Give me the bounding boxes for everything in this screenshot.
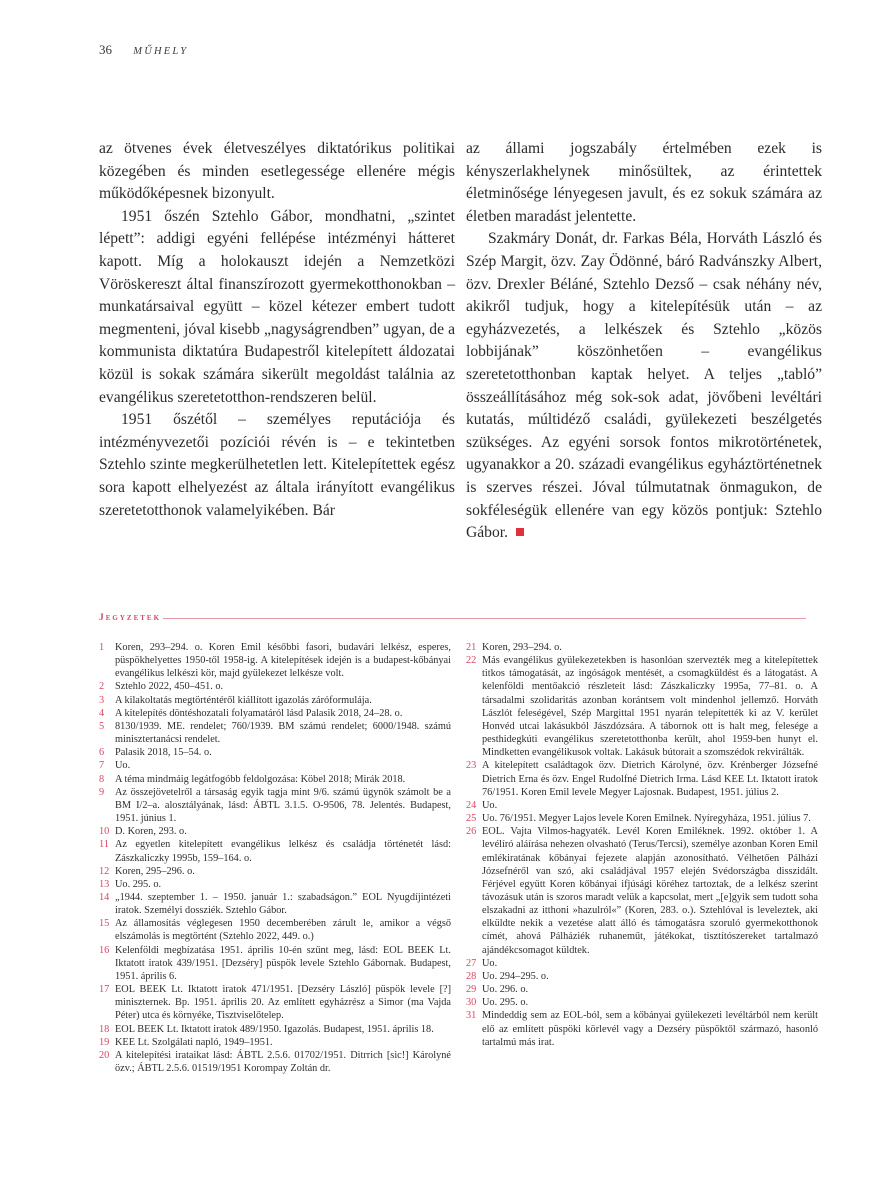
paragraph-text: Szakmáry Donát, dr. Farkas Béla, Horváth László és Szép Margit, özv. Zay Ödönné, báró Radvánszky Albert, özv. Drexler Béláné, Sztehlo Dezső – csak néhány név, akikről tudjuk, hogy a kitelepítésük után – az egyházvezetés, a lelkészek és Sztehlo „közös lobbijának” köszönhetően – evangélikus szeretetotthonban kaptak helyet. A teljes „tabló” összeállításához még sok-sok adat, jövőbeni levéltári kutatás, múltidéző családi, gyülekezeti beszélgetés szükséges. Az egyéni sorsok fontos mikrotörténetek, ugyanakkor a 20. századi evangélikus egyháztörténetnek is szerves részei. Jóval túlmutatnak önmagukon, de sokféleségük ellenére van egy közös pontjuk: Sztehlo Gábor. bbox=[466, 230, 822, 542]
footnote-number: 21 bbox=[466, 642, 477, 653]
footnote-number: 13 bbox=[99, 878, 110, 890]
footnote-text: Mindeddig sem az EOL-ból, sem a kőbányai gyülekezeti levéltárból nem került elő az említett püspöki körlevél vagy a Dezséry püspöktől származó, hasonló tartalmú más irat. bbox=[482, 1010, 818, 1048]
footnote bbox=[99, 917, 451, 943]
footnote-text: KEE Lt. Szolgálati napló, 1949–1951. bbox=[115, 1036, 273, 1048]
footnote-text: „1944. szeptember 1. – 1950. január 1.: szabadságon.” EOL Nyugdíjintézeti iratok. Személyi dossziék. Sztehlo Gábor. bbox=[115, 891, 451, 917]
footnote-text: Uo. 294–295. o. bbox=[482, 970, 549, 982]
footnote-text: Koren, 293–294. o. bbox=[482, 642, 562, 653]
footnote bbox=[99, 641, 451, 680]
footnote-number: 28 bbox=[466, 970, 477, 982]
footnote bbox=[466, 641, 818, 654]
footnote bbox=[99, 720, 451, 746]
paragraph bbox=[466, 228, 822, 544]
footnote-number: 10 bbox=[99, 826, 110, 838]
footnote-text: Kelenföldi megbízatása 1951. április 10-én szűnt meg, lásd: EOL BEEK Lt. Iktatott iratok 439/1951. [Dezséry] püspök levele Sztehlo Gábornak. Budapest, 1951. április 6. bbox=[115, 944, 451, 982]
notes-column-left bbox=[99, 641, 451, 1075]
footnote bbox=[466, 799, 818, 812]
footnote bbox=[99, 1036, 451, 1049]
footnote bbox=[99, 865, 451, 878]
footnote-number: 7 bbox=[99, 760, 105, 772]
paragraph: az ötvenes évek életveszélyes diktatórikus politikai közegében és minden esetlegessége ellenére mégis működőképesnek bizonyult. bbox=[99, 140, 455, 203]
footnote-text: Uo. bbox=[482, 799, 498, 811]
footnote bbox=[99, 694, 451, 707]
footnote bbox=[99, 878, 451, 891]
footnote bbox=[99, 707, 451, 720]
running-head bbox=[99, 42, 188, 58]
footnote-text: Uo. bbox=[482, 957, 498, 969]
footnote-number: 24 bbox=[466, 799, 477, 811]
footnote-number: 9 bbox=[99, 786, 105, 798]
footnote-number: 18 bbox=[99, 1023, 110, 1035]
footnote-number: 16 bbox=[99, 944, 110, 956]
paragraph: az állami jogszabály értelmében ezek is kényszerlakhelynek minősültek, az érintettek életminősége lényegesen javult, és ez sokuk számára az életben maradást jelentette. bbox=[466, 140, 822, 225]
footnote-number: 2 bbox=[99, 681, 105, 693]
footnote bbox=[99, 759, 451, 772]
footnote bbox=[466, 970, 818, 983]
footnote-number: 29 bbox=[466, 984, 477, 996]
section-title: MŰHELY bbox=[133, 46, 189, 57]
footnote-number: 25 bbox=[466, 813, 477, 825]
paragraph: 1951 őszén Sztehlo Gábor, mondhatni, „szintet lépett”: addigi egyéni fellépése intézményi hátteret kapott. Míg a holokauszt idején a Nemzetközi Vöröskereszt által finanszírozott gyermekotthonokban – munkatársaival együtt – közel kétezer embert tudott megmenteni, jóval kisebb „nagyságrendben” ugyan, de a kommunista diktatúra Budapestről kitelepített áldozatai közül is sokak számára sikerült megoldást találnia az evangélikus szeretetotthon-rendszeren belül. bbox=[99, 207, 455, 406]
footnote bbox=[99, 786, 451, 825]
notes-divider bbox=[163, 618, 806, 619]
footnote-text: 8130/1939. ME. rendelet; 760/1939. BM számú rendelet; 6000/1948. számú minisztertanácsi rendelet. bbox=[115, 720, 451, 746]
footnote-text: A kitelepítési irataikat lásd: ÁBTL 2.5.6. 01702/1951. Ditrrich [sic!] Károlyné özv.; ÁBTL 2.5.6. 01519/1951 Korompay Zoltán dr. bbox=[115, 1049, 451, 1074]
footnote-number: 22 bbox=[466, 655, 477, 667]
footnote bbox=[466, 983, 818, 996]
footnote-text: A kilakoltatás megtörténtéről kiállított igazolás záróformulája. bbox=[115, 694, 372, 706]
notes-heading bbox=[99, 611, 806, 625]
footnote bbox=[99, 680, 451, 693]
footnote-number: 27 bbox=[466, 957, 477, 969]
footnote bbox=[99, 1023, 451, 1036]
footnote-number: 31 bbox=[466, 1010, 477, 1022]
footnote bbox=[99, 891, 451, 917]
footnote bbox=[99, 944, 451, 983]
end-of-article-mark-icon bbox=[516, 528, 524, 536]
footnote bbox=[99, 773, 451, 786]
footnote-text: Uo. bbox=[115, 760, 131, 772]
footnote bbox=[99, 825, 451, 838]
footnote-number: 23 bbox=[466, 760, 477, 772]
footnote-text: Koren, 293–294. o. Koren Emil későbbi fasori, budavári lelkész, esperes, püspökhelyettes 1950-től 1958-ig. A kitelepítések idején is a budapest-kőbányai evangélikus lelkészi kör, majd gyülekezet lelkésze volt. bbox=[115, 642, 451, 680]
footnote bbox=[466, 654, 818, 759]
body-column-left bbox=[99, 138, 455, 522]
footnote-text: Uo. 296. o. bbox=[482, 984, 529, 996]
footnote-text: D. Koren, 293. o. bbox=[115, 826, 187, 838]
footnote-text: EOL. Vajta Vilmos-hagyaték. Levél Koren Emiléknek. 1992. október 1. A levélíró aláírása nehezen olvasható (Terus/Tercsi), személye azonban Koren Emil emlékiratának kőbányai fejezete alapján azonosítható. Vélhetően Pálházi Józsefnéről van szó, aki családjával 1957 elején Svédországba disszidált. Férjével együtt Koren kőbányai ifjúsági köréhez tartoztak, de a lelkész szerint távozásuk után is szoros maradt velük a kapcsolat, mert „[e]gyik sem tudott soha elszakadni az itthoni »hazulról«” (Koren, 283. o.). Sztehlóval is leveleztek, aki elküldte nekik a vezetése alatt álló és támogatásra szoruló gyermekotthonok címét, ahová Pálháziék ruhaneműt, játékokat, tisztítószereket tartalmazó ajándékcsomagot küldtek. bbox=[482, 826, 818, 956]
footnote-text: Uo. 295. o. bbox=[482, 997, 529, 1009]
footnote-text: Az államosítás véglegesen 1950 decemberében zárult le, amikor a végső elszámolás is megtörtént (Sztehlo 2022, 449. o.) bbox=[115, 918, 451, 943]
footnote-number: 1 bbox=[99, 642, 105, 653]
footnote bbox=[466, 812, 818, 825]
body-column-right bbox=[466, 138, 822, 545]
footnote-text: Az összejövetelről a társaság egyik tagja mint 9/6. számú ügynök számolt be a BM I/2–a. alosztályának, lásd: ÁBTL 3.1.5. O-9506, 78. Jelentés. Budapest, 1951. június 1. bbox=[115, 786, 451, 825]
footnote-number: 3 bbox=[99, 694, 105, 706]
footnote bbox=[99, 1049, 451, 1075]
page-number: 36 bbox=[99, 42, 112, 57]
footnote-number: 4 bbox=[99, 707, 105, 719]
footnote-text: A kitelepítés döntéshozatali folyamatáról lásd Palasik 2018, 24–28. o. bbox=[115, 707, 403, 719]
footnote-number: 30 bbox=[466, 997, 477, 1009]
paragraph: 1951 őszétől – személyes reputációja és intézményvezetői pozíciói révén is – e tekintetben Sztehlo szinte megkerülhetetlen lett. Kitelepítettek egész sora kapott elhelyezést az általa irányított evangélikus szeretetotthonok valamelyikében. Bár bbox=[99, 411, 455, 519]
footnote-text: Uo. 76/1951. Megyer Lajos levele Koren Emilnek. Nyíregyháza, 1951. július 7. bbox=[482, 813, 811, 825]
footnote-number: 26 bbox=[466, 826, 477, 838]
footnote-number: 6 bbox=[99, 747, 105, 759]
footnote-number: 17 bbox=[99, 984, 110, 996]
footnote bbox=[466, 996, 818, 1009]
footnote bbox=[466, 759, 818, 798]
footnote-text: Palasik 2018, 15–54. o. bbox=[115, 747, 212, 759]
footnote bbox=[466, 1009, 818, 1048]
footnote-text: A kitelepített családtagok özv. Dietrich Károlyné, özv. Krénberger Józsefné Dietrich Erna és özv. Engel Rudolfné Dietrich Irma. Lásd KEE Lt. Iktatott iratok 76/1951. Koren Emil levele Megyer Lajosnak. Budapest, 1951. július 2. bbox=[482, 760, 818, 798]
footnote bbox=[99, 838, 451, 864]
footnote bbox=[99, 983, 451, 1022]
footnote bbox=[466, 957, 818, 970]
footnote-text: Az egyetlen kitelepített evangélikus lelkész és családja történetét lásd: Zászkaliczky 1995b, 159–164. o. bbox=[115, 839, 451, 864]
notes-column-right bbox=[466, 641, 818, 1049]
footnote-text: Koren, 295–296. o. bbox=[115, 865, 195, 877]
footnote-number: 5 bbox=[99, 720, 105, 732]
footnote-number: 19 bbox=[99, 1036, 110, 1048]
notes-title: Jegyzetek bbox=[99, 613, 162, 623]
footnote-number: 20 bbox=[99, 1049, 110, 1061]
footnote-number: 14 bbox=[99, 891, 110, 903]
footnote-text: Sztehlo 2022, 450–451. o. bbox=[115, 681, 224, 693]
footnote-number: 11 bbox=[99, 839, 109, 851]
footnote-text: Uo. 295. o. bbox=[115, 878, 162, 890]
footnote bbox=[99, 746, 451, 759]
footnote-text: Más evangélikus gyülekezetekben is hasonlóan szervezték meg a kitelepítettek titkos támogatását, az ingóságok mentését, a csomagküldést és a látogatást. A kelenföldi mentőakció részleteit lásd: Zászkaliczky 1995a, 77–81. o. A társadalmi szolidaritás azonban korántsem volt mindenhol jellemző. Horváth Lászlót feleségével, Szép Margittal 1951 nyarán telepítették ki az V. kerület Honvéd utcai lakásukból Jászdózsára. A tábornok ott is halt meg, felesége a pesthidegkúti evangélikus szeretetotthonba került, ahol 1959-ben hunyt el. Mindketten evangélikusok voltak. Lakásuk bútorait a szomszédok rekvirálták. bbox=[482, 655, 818, 759]
footnote bbox=[466, 825, 818, 957]
footnote-text: A téma mindmáig legátfogóbb feldolgozása: Köbel 2018; Mirák 2018. bbox=[115, 773, 406, 785]
footnote-text: EOL BEEK Lt. Iktatott iratok 489/1950. Igazolás. Budapest, 1951. április 18. bbox=[115, 1023, 434, 1035]
footnote-number: 15 bbox=[99, 918, 110, 930]
footnote-number: 12 bbox=[99, 865, 110, 877]
footnote-text: EOL BEEK Lt. Iktatott iratok 471/1951. [Dezséry László] püspök levele [?] miniszternek. Bp. 1951. április 20. Az említett egyházrész a Simor (ma Vajda Péter) utca és környéke, Tisztviselőtelep. bbox=[115, 984, 451, 1022]
footnote-number: 8 bbox=[99, 773, 105, 785]
